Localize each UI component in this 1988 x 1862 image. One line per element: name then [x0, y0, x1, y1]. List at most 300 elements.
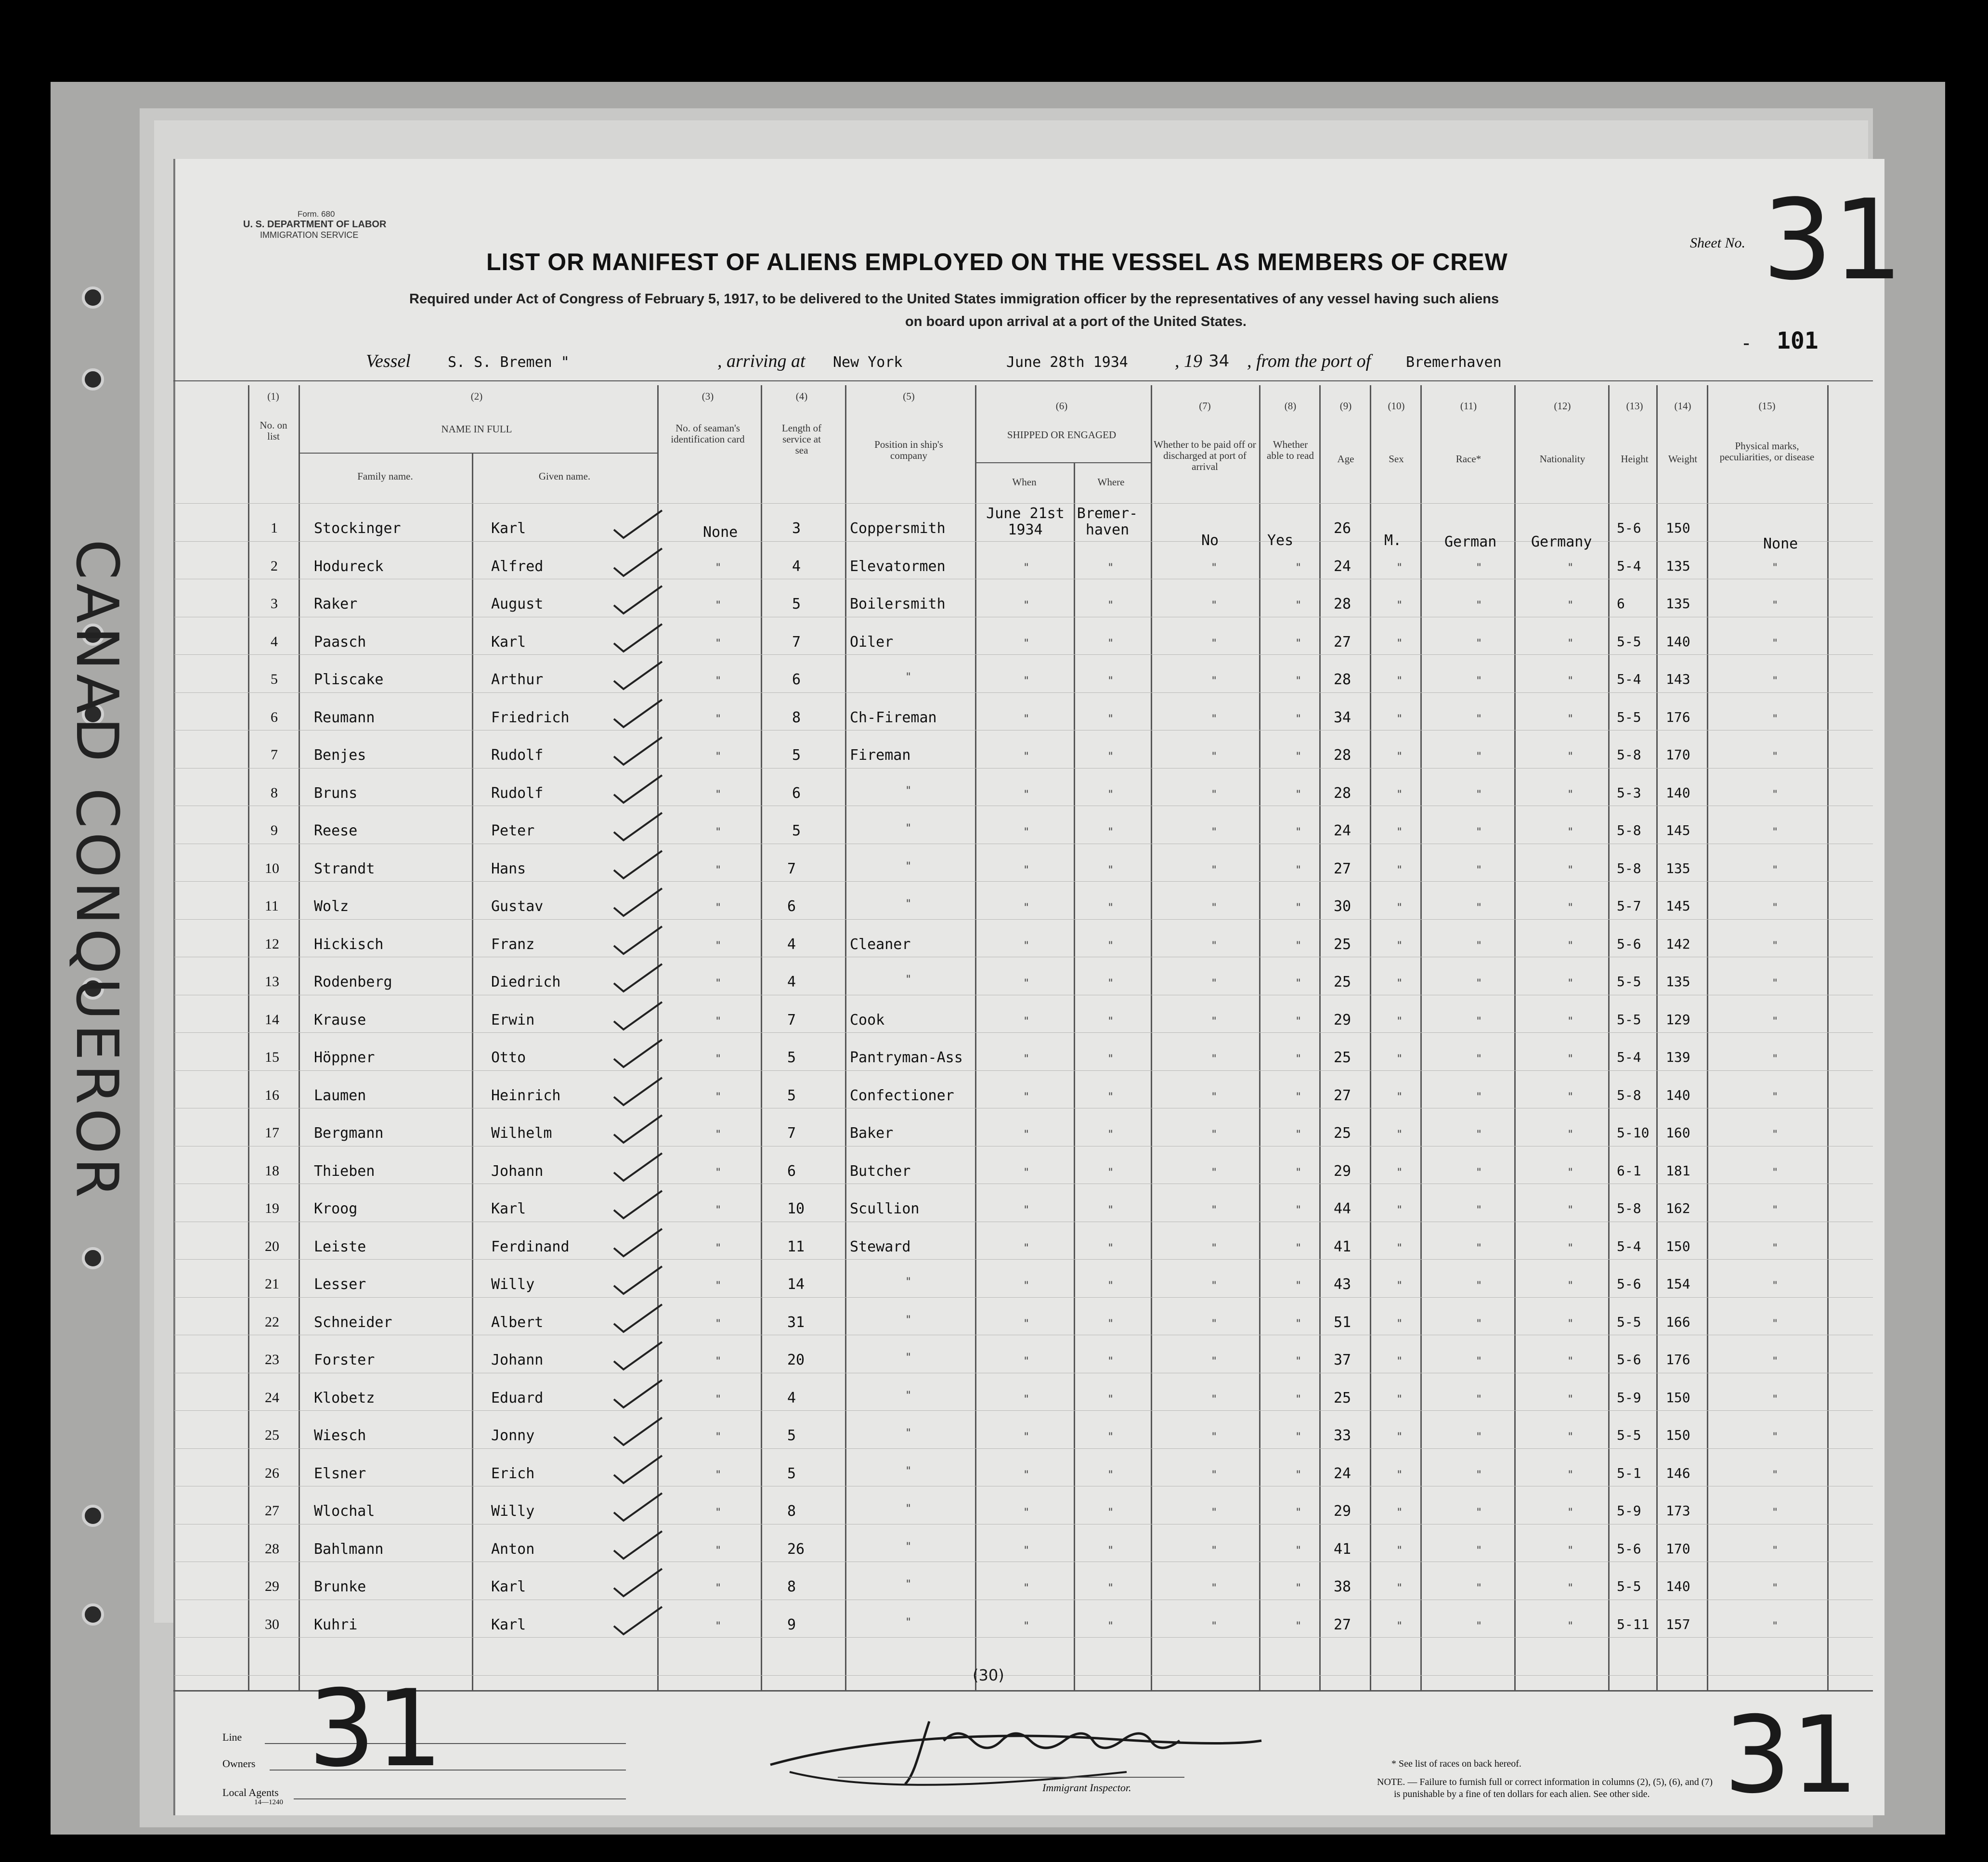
- ditto-where: ": [1107, 1091, 1114, 1103]
- ditto-card: ": [715, 1091, 722, 1103]
- given-name: Rudolf: [491, 785, 544, 802]
- height: 5-8: [1617, 1200, 1641, 1216]
- family-name: Hodureck: [314, 558, 384, 575]
- ditto-read: ": [1295, 675, 1302, 687]
- ditto-race: ": [1476, 1582, 1482, 1594]
- ditto-read: ": [1295, 1620, 1302, 1632]
- given-name: Diedrich: [491, 974, 561, 990]
- ditto-paid: ": [1211, 789, 1218, 801]
- ditto-paid: ": [1211, 751, 1218, 763]
- ditto-nationality: ": [1567, 902, 1574, 914]
- ditto-where: ": [1107, 713, 1114, 725]
- ditto-marks: ": [1772, 1431, 1779, 1443]
- given-name: Johann: [491, 1163, 544, 1180]
- ditto-read: ": [1295, 1582, 1302, 1594]
- family-name: Bergmann: [314, 1125, 384, 1142]
- note-races: * See list of races on back hereof.: [1391, 1758, 1521, 1769]
- weight: 154: [1666, 1276, 1690, 1292]
- position: ": [905, 1390, 912, 1402]
- age: 25: [1334, 1390, 1351, 1406]
- height: 5-5: [1617, 1578, 1641, 1594]
- service-length: 4: [787, 936, 796, 953]
- column-rule: [1656, 385, 1658, 1690]
- column-rule: [1259, 385, 1260, 1690]
- weight: 140: [1666, 634, 1690, 650]
- ditto-nationality: ": [1567, 599, 1574, 612]
- ditto-read: ": [1295, 864, 1302, 876]
- height: 5-5: [1617, 1012, 1641, 1028]
- position: Boilersmith: [850, 596, 946, 612]
- col6-number: (6): [1055, 400, 1068, 412]
- row1-marks: None: [1763, 535, 1798, 552]
- ditto-card: ": [715, 902, 722, 914]
- row-number: 20: [265, 1238, 279, 1254]
- ditto-where: ": [1107, 1507, 1114, 1519]
- col12-number: (12): [1554, 400, 1571, 412]
- position: Butcher: [850, 1163, 911, 1180]
- ditto-marks: ": [1772, 1355, 1779, 1367]
- height: 5-11: [1617, 1616, 1650, 1632]
- ditto-race: ": [1476, 826, 1482, 838]
- note-penalty-1: NOTE. — Failure to furnish full or correct information in columns (2), (5), (6), and (7): [1377, 1777, 1713, 1787]
- check-mark-icon: [611, 697, 664, 731]
- ditto-nationality: ": [1567, 1355, 1574, 1367]
- age: 24: [1334, 558, 1351, 575]
- ditto-nationality: ": [1567, 713, 1574, 725]
- position: Pantryman-Ass: [850, 1049, 963, 1066]
- ref-dash: -: [1741, 332, 1753, 354]
- family-name: Forster: [314, 1352, 375, 1368]
- height: 5-8: [1617, 860, 1641, 876]
- ditto-where: ": [1107, 1280, 1114, 1292]
- ditto-marks: ": [1772, 599, 1779, 612]
- check-mark-icon: [611, 622, 664, 655]
- local-agents-label: Local Agents: [222, 1786, 279, 1798]
- ditto-when: ": [1023, 1469, 1030, 1481]
- col13-number: (13): [1626, 400, 1643, 412]
- given-name: Johann: [491, 1352, 544, 1368]
- ditto-marks: ": [1772, 638, 1779, 650]
- col1-number: (1): [267, 391, 279, 402]
- ditto-when: ": [1023, 675, 1030, 687]
- weight: 140: [1666, 1087, 1690, 1103]
- ditto-when: ": [1023, 1582, 1030, 1594]
- ditto-when: ": [1023, 789, 1030, 801]
- check-stroke: [614, 1304, 662, 1332]
- family-name: Hickisch: [314, 936, 384, 953]
- height: 5-6: [1617, 1276, 1641, 1292]
- sheet-label: Sheet No.: [1690, 235, 1745, 251]
- given-name: Heinrich: [491, 1087, 561, 1104]
- ditto-race: ": [1476, 562, 1482, 574]
- ditto-race: ": [1476, 1318, 1482, 1330]
- position: ": [905, 1465, 912, 1477]
- height: 5-6: [1617, 1541, 1641, 1557]
- agents-underline: [294, 1798, 626, 1799]
- ditto-marks: ": [1772, 977, 1779, 990]
- service-length: 5: [787, 1465, 796, 1482]
- ditto-nationality: ": [1567, 1167, 1574, 1179]
- check-mark-icon: [611, 1113, 664, 1146]
- col15-number: (15): [1758, 400, 1776, 412]
- ditto-card: ": [715, 864, 722, 876]
- weight: 150: [1666, 1238, 1690, 1254]
- weight: 140: [1666, 785, 1690, 801]
- service-length: 6: [792, 671, 801, 688]
- ditto-read: ": [1295, 1355, 1302, 1367]
- ditto-race: ": [1476, 1620, 1482, 1632]
- column-rule: [1608, 385, 1610, 1690]
- height: 5-5: [1617, 974, 1641, 990]
- row-number: 21: [265, 1276, 279, 1292]
- check-stroke: [614, 1380, 662, 1407]
- ditto-nationality: ": [1567, 1280, 1574, 1292]
- ditto-read: ": [1295, 1242, 1302, 1254]
- ditto-card: ": [715, 1016, 722, 1028]
- ditto-nationality: ": [1567, 1393, 1574, 1406]
- check-mark-icon: [611, 962, 664, 995]
- ditto-sex: ": [1396, 1620, 1403, 1632]
- service-length: 5: [787, 1049, 796, 1066]
- family-name: Wolz: [314, 898, 349, 915]
- position: Baker: [850, 1125, 894, 1142]
- position: Cook: [850, 1012, 885, 1029]
- position: Ch-Fireman: [850, 709, 937, 726]
- ditto-race: ": [1476, 1355, 1482, 1367]
- ditto-race: ": [1476, 1167, 1482, 1179]
- check-mark-icon: [611, 1037, 664, 1071]
- col8-header: Whether able to read: [1267, 439, 1314, 461]
- ditto-paid: ": [1211, 826, 1218, 838]
- family-name: Bruns: [314, 785, 358, 802]
- position: ": [905, 898, 912, 910]
- check-mark-icon: [611, 848, 664, 882]
- ditto-marks: ": [1772, 864, 1779, 876]
- subtitle-line-2: on board upon arrival at a port of the United States.: [905, 314, 1247, 329]
- height: 5-6: [1617, 1352, 1641, 1367]
- ditto-card: ": [715, 638, 722, 650]
- service-length: 6: [792, 785, 801, 802]
- column-rule: [1514, 385, 1516, 1690]
- ditto-where: ": [1107, 751, 1114, 763]
- col8-number: (8): [1284, 400, 1297, 412]
- ditto-nationality: ": [1567, 751, 1574, 763]
- position: Cleaner: [850, 936, 911, 953]
- ditto-paid: ": [1211, 1242, 1218, 1254]
- row-number: 15: [265, 1049, 279, 1065]
- ditto-card: ": [715, 562, 722, 574]
- age: 25: [1334, 974, 1351, 990]
- ditto-nationality: ": [1567, 1507, 1574, 1519]
- ditto-read: ": [1295, 1280, 1302, 1292]
- height: 5-5: [1617, 1314, 1641, 1330]
- ditto-sex: ": [1396, 864, 1403, 876]
- service-length: 7: [787, 860, 796, 877]
- ditto-card: ": [715, 1431, 722, 1443]
- row-number: 18: [265, 1163, 279, 1179]
- column-rule: [761, 385, 762, 1690]
- height: 5-4: [1617, 558, 1641, 574]
- weight: 160: [1666, 1125, 1690, 1141]
- col4-header: Length of service at sea: [781, 422, 822, 456]
- check-stroke: [614, 888, 662, 916]
- ditto-read: ": [1295, 562, 1302, 574]
- ditto-paid: ": [1211, 1129, 1218, 1141]
- family-name: Wlochal: [314, 1503, 375, 1520]
- ditto-where: ": [1107, 1355, 1114, 1367]
- height: 6: [1617, 596, 1625, 612]
- ditto-where: ": [1107, 1129, 1114, 1141]
- family-name: Stockinger: [314, 520, 401, 537]
- weight: 139: [1666, 1049, 1690, 1065]
- ditto-paid: ": [1211, 1545, 1218, 1557]
- position: Coppersmith: [850, 520, 946, 537]
- weight: 129: [1666, 1012, 1690, 1028]
- age: 26: [1334, 520, 1351, 537]
- ditto-where: ": [1107, 1545, 1114, 1557]
- check-stroke: [614, 1229, 662, 1256]
- service-length: 14: [787, 1276, 805, 1293]
- check-mark-icon: [611, 1302, 664, 1336]
- ruled-line: [174, 1297, 1873, 1298]
- ditto-nationality: ": [1567, 1242, 1574, 1254]
- age: 25: [1334, 1125, 1351, 1142]
- position: ": [905, 860, 912, 872]
- service-length: 31: [787, 1314, 805, 1331]
- ditto-card: ": [715, 1318, 722, 1330]
- check-mark-icon: [611, 584, 664, 617]
- ditto-race: ": [1476, 751, 1482, 763]
- ditto-card: ": [715, 1280, 722, 1292]
- ditto-read: ": [1295, 1469, 1302, 1481]
- service-length: 5: [792, 747, 801, 764]
- given-name: Albert: [491, 1314, 544, 1331]
- ditto-card: ": [715, 1204, 722, 1216]
- col11-number: (11): [1460, 400, 1477, 412]
- check-mark-icon: [611, 1604, 664, 1638]
- column-rule: [1074, 462, 1075, 1690]
- ditto-sex: ": [1396, 713, 1403, 725]
- ruled-line: [174, 503, 1873, 504]
- ditto-when: ": [1023, 826, 1030, 838]
- ditto-read: ": [1295, 1016, 1302, 1028]
- ditto-nationality: ": [1567, 1091, 1574, 1103]
- ditto-where: ": [1107, 599, 1114, 612]
- ruled-line: [174, 692, 1873, 693]
- col14-number: (14): [1674, 400, 1691, 412]
- ruled-line: [174, 1259, 1873, 1260]
- col6b-header: Where: [1097, 476, 1125, 488]
- given-name: Eduard: [491, 1390, 544, 1406]
- ditto-paid: ": [1211, 1507, 1218, 1519]
- age: 38: [1334, 1578, 1351, 1595]
- given-name: Hans: [491, 860, 526, 877]
- row-number: 25: [265, 1427, 279, 1443]
- col14-header: Weight: [1668, 453, 1698, 465]
- ditto-paid: ": [1211, 1431, 1218, 1443]
- col12-header: Nationality: [1539, 453, 1585, 465]
- ditto-race: ": [1476, 864, 1482, 876]
- ditto-where: ": [1107, 1469, 1114, 1481]
- age: 25: [1334, 936, 1351, 953]
- age: 29: [1334, 1163, 1351, 1180]
- position: ": [905, 1314, 912, 1326]
- immigration-service: IMMIGRATION SERVICE: [260, 230, 359, 240]
- ditto-sex: ": [1396, 940, 1403, 952]
- given-name: Karl: [491, 1578, 526, 1595]
- check-mark-icon: [611, 1415, 664, 1449]
- row1-race: German: [1444, 534, 1497, 550]
- col3-header: No. of seaman's identification card: [671, 422, 745, 445]
- ditto-marks: ": [1772, 1582, 1779, 1594]
- given-name: Peter: [491, 822, 535, 839]
- column-rule: [248, 385, 249, 1690]
- ditto-sex: ": [1396, 1053, 1403, 1065]
- ditto-where: ": [1107, 562, 1114, 574]
- position: Fireman: [850, 747, 911, 764]
- ditto-where: ": [1107, 1167, 1114, 1179]
- check-stroke: [614, 510, 662, 538]
- ditto-card: ": [715, 1129, 722, 1141]
- ditto-where: ": [1107, 1582, 1114, 1594]
- ditto-marks: ": [1772, 1016, 1779, 1028]
- column-rule: [472, 453, 473, 1690]
- row-number: 2: [271, 558, 278, 574]
- ditto-read: ": [1295, 638, 1302, 650]
- given-name: Karl: [491, 1616, 526, 1633]
- row-number: 9: [271, 822, 278, 838]
- check-mark-icon: [611, 1000, 664, 1033]
- service-length: 11: [787, 1238, 805, 1255]
- col7-header: Whether to be paid off or discharged at port of arrival: [1154, 439, 1256, 472]
- given-name: Karl: [491, 1200, 526, 1217]
- row1-where: Bremer- haven: [1077, 505, 1138, 538]
- family-name: Krause: [314, 1012, 366, 1029]
- ditto-nationality: ": [1567, 1016, 1574, 1028]
- ditto-where: ": [1107, 1431, 1114, 1443]
- family-name: Kuhri: [314, 1616, 358, 1633]
- age: 27: [1334, 1616, 1351, 1633]
- row-number: 13: [265, 974, 279, 990]
- sheet-number-left: 31: [308, 1667, 443, 1790]
- position: Steward: [850, 1238, 911, 1255]
- height: 5-6: [1617, 520, 1641, 536]
- row1-when: June 21st 1934: [986, 505, 1065, 538]
- service-length: 26: [787, 1541, 805, 1558]
- ditto-sex: ": [1396, 789, 1403, 801]
- check-stroke: [614, 586, 662, 613]
- column-rule: [1420, 385, 1422, 1690]
- weight: 135: [1666, 596, 1690, 612]
- check-mark-icon: [611, 1151, 664, 1185]
- age: 30: [1334, 898, 1351, 915]
- ditto-when: ": [1023, 1393, 1030, 1406]
- ditto-marks: ": [1772, 789, 1779, 801]
- ditto-sex: ": [1396, 1016, 1403, 1028]
- ditto-race: ": [1476, 1242, 1482, 1254]
- ruled-line: [174, 541, 1873, 542]
- ditto-card: ": [715, 1393, 722, 1406]
- ditto-race: ": [1476, 1431, 1482, 1443]
- service-length: 5: [787, 1087, 796, 1104]
- ditto-read: ": [1295, 1129, 1302, 1141]
- given-name: Jonny: [491, 1427, 535, 1444]
- check-stroke: [614, 1493, 662, 1521]
- ditto-race: ": [1476, 1091, 1482, 1103]
- ditto-marks: ": [1772, 902, 1779, 914]
- ditto-where: ": [1107, 1620, 1114, 1632]
- ditto-nationality: ": [1567, 1204, 1574, 1216]
- ditto-sex: ": [1396, 902, 1403, 914]
- col9-number: (9): [1339, 400, 1352, 412]
- ditto-sex: ": [1396, 977, 1403, 990]
- check-mark-icon: [611, 1378, 664, 1411]
- service-length: 5: [792, 596, 801, 612]
- ruled-line: [174, 1448, 1873, 1449]
- age: 33: [1334, 1427, 1351, 1444]
- signature-line: [838, 1777, 1184, 1778]
- ditto-marks: ": [1772, 1469, 1779, 1481]
- col4-number: (4): [795, 391, 808, 402]
- height: 5-3: [1617, 785, 1641, 801]
- ditto-nationality: ": [1567, 1469, 1574, 1481]
- departure-port: Bremerhaven: [1406, 354, 1502, 371]
- age: 29: [1334, 1012, 1351, 1029]
- family-name: Schneider: [314, 1314, 392, 1331]
- ditto-when: ": [1023, 1204, 1030, 1216]
- ditto-race: ": [1476, 1016, 1482, 1028]
- ditto-paid: ": [1211, 599, 1218, 612]
- height: 5-4: [1617, 1049, 1641, 1065]
- ditto-nationality: ": [1567, 940, 1574, 952]
- ditto-when: ": [1023, 638, 1030, 650]
- ditto-when: ": [1023, 1242, 1030, 1254]
- arrival-year: 34: [1208, 352, 1230, 371]
- ditto-card: ": [715, 599, 722, 612]
- ditto-paid: ": [1211, 1053, 1218, 1065]
- ditto-where: ": [1107, 864, 1114, 876]
- ditto-where: ": [1107, 675, 1114, 687]
- weight: 150: [1666, 1390, 1690, 1406]
- position: Confectioner: [850, 1087, 954, 1104]
- row-number: 26: [265, 1465, 279, 1481]
- age: 27: [1334, 860, 1351, 877]
- ruled-line: [174, 881, 1873, 882]
- check-stroke: [614, 813, 662, 840]
- ditto-read: ": [1295, 826, 1302, 838]
- col13-header: Height: [1621, 453, 1649, 465]
- ditto-when: ": [1023, 1091, 1030, 1103]
- ruled-line: [174, 1032, 1873, 1033]
- service-length: 20: [787, 1352, 805, 1368]
- given-name: Rudolf: [491, 747, 544, 764]
- owners-label: Owners: [222, 1758, 256, 1770]
- ditto-read: ": [1295, 1431, 1302, 1443]
- col2a-header: Family name.: [357, 470, 413, 482]
- ditto-read: ": [1295, 1053, 1302, 1065]
- height: 5-5: [1617, 1427, 1641, 1443]
- weight: 162: [1666, 1200, 1690, 1216]
- weight: 143: [1666, 671, 1690, 687]
- check-mark-icon: [611, 508, 664, 542]
- service-length: 8: [787, 1503, 796, 1520]
- ditto-paid: ": [1211, 1167, 1218, 1179]
- form-code: 14—1240: [254, 1798, 283, 1806]
- ditto-where: ": [1107, 940, 1114, 952]
- ditto-nationality: ": [1567, 1318, 1574, 1330]
- check-stroke: [614, 1153, 662, 1181]
- ditto-paid: ": [1211, 1355, 1218, 1367]
